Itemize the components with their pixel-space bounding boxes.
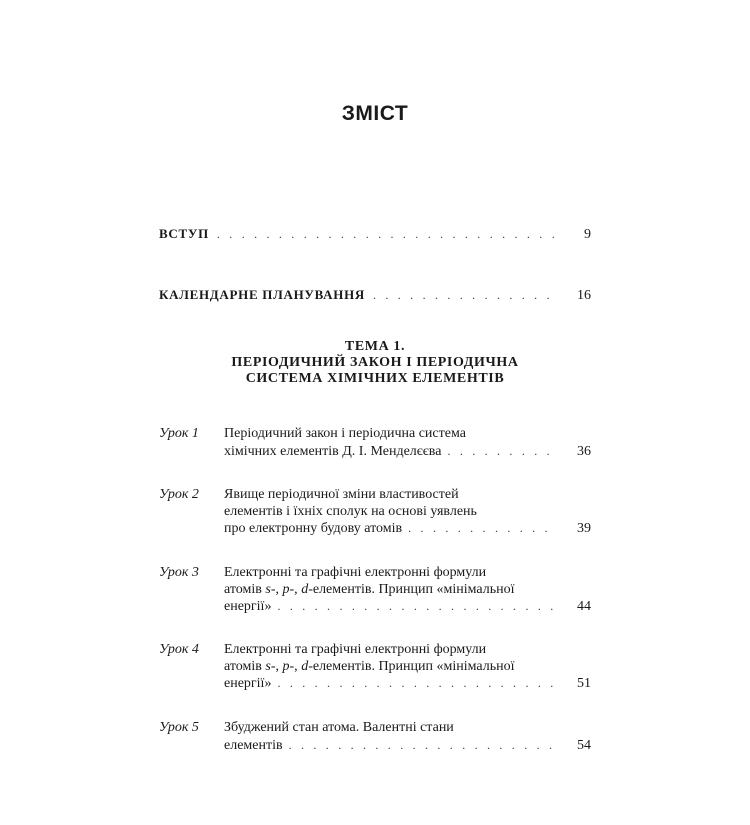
lesson-title-line: Періодичний закон і періодична система [224, 426, 466, 441]
lesson-number: Урок 4 [159, 642, 199, 657]
dot-leader [277, 598, 557, 615]
toc-lesson-5[interactable] [159, 720, 591, 754]
toc-entry-intro[interactable] [159, 226, 591, 243]
toc-page-number: 39 [577, 521, 591, 536]
lesson-title-line: елементів [224, 737, 283, 753]
lesson-title-line: Збуджений стан атома. Валентні стани [224, 720, 454, 735]
lesson-title-line: хімічних елементів Д. І. Менделєєва [224, 443, 442, 459]
dot-leader [447, 443, 557, 460]
dot-leader [373, 287, 557, 303]
lesson-number: Урок 3 [159, 565, 199, 580]
lesson-title-line: енергії» [224, 599, 272, 614]
toc-entry-label: ВСТУП [159, 226, 209, 241]
toc-lesson-3[interactable] [159, 565, 591, 616]
topic-title-line: СИСТЕМА ХІМІЧНИХ ЕЛЕМЕНТІВ [245, 371, 505, 386]
toc-entry-calendar-planning[interactable] [159, 287, 591, 304]
toc-lesson-4[interactable] [159, 642, 591, 693]
lesson-number: Урок 2 [159, 487, 199, 502]
toc-page-number: 51 [577, 676, 591, 691]
dot-leader [289, 737, 557, 754]
lesson-number: Урок 1 [159, 426, 199, 441]
page-title: ЗМІСТ [341, 102, 409, 125]
toc-page-number: 9 [584, 227, 591, 242]
toc-lesson-2[interactable] [159, 487, 591, 538]
dot-leader [277, 675, 557, 692]
lesson-number: Урок 5 [159, 720, 199, 735]
lesson-title-line: Електронні та графічні електронні формули [224, 565, 487, 580]
topic-title-line: ПЕРІОДИЧНИЙ ЗАКОН І ПЕРІОДИЧНА [231, 355, 519, 370]
topic-number: ТЕМА 1. [344, 339, 406, 354]
lesson-title-line: елементів і їхніх сполук на основі уявлень [224, 503, 477, 519]
topic-heading [0, 339, 750, 387]
toc-page-number: 44 [577, 599, 591, 614]
lesson-title-line: атомів s-, p-, d-елементів. Принцип «мінімальної [224, 658, 515, 674]
dot-leader [217, 226, 557, 242]
toc-page-number: 36 [577, 443, 591, 459]
toc-entry-label: КАЛЕНДАРНЕ ПЛАНУВАННЯ [159, 287, 365, 302]
toc-lesson-1[interactable] [159, 426, 591, 460]
lesson-title-line: атомів s-, p-, d-елементів. Принцип «мінімальної [224, 581, 515, 597]
toc-page-number: 54 [577, 737, 591, 753]
dot-leader [408, 520, 557, 537]
lesson-title-line: Явище періодичної зміни властивостей [224, 487, 459, 502]
toc-page-number: 16 [577, 288, 591, 303]
lesson-title-line: про електронну будову атомів [224, 521, 403, 536]
lesson-title-line: Електронні та графічні електронні формули [224, 642, 487, 657]
lesson-title-line: енергії» [224, 676, 272, 691]
